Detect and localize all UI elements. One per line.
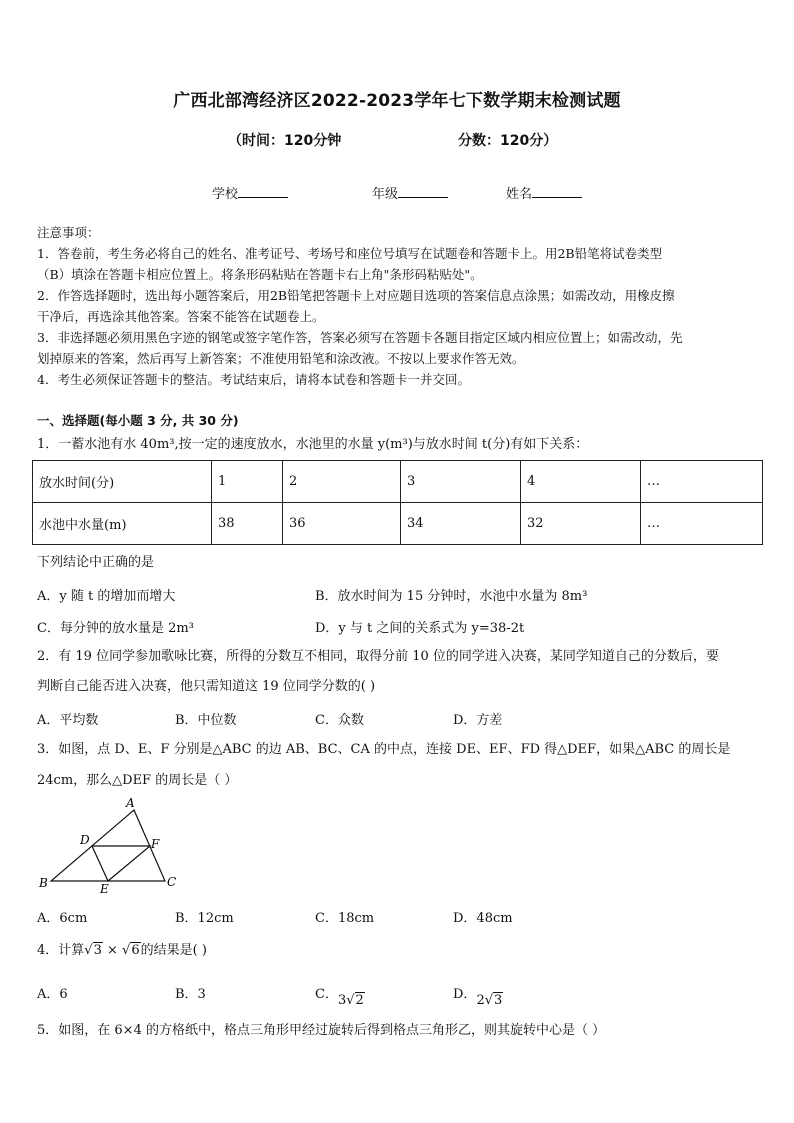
q1-option-b: B．放水时间为 15 分钟时，水池中水量为 8m³ (315, 589, 588, 604)
coef: 3 (337, 993, 347, 1008)
table-cell: 1 (212, 461, 283, 503)
q3-option-b: B．12cm (175, 911, 234, 926)
q4-option-c (315, 983, 365, 1008)
option-letter: C． (315, 987, 338, 1002)
notice-line: 干净后，再选涂其他答案。答案不能答在试题卷上。 (37, 309, 325, 324)
notice-block (37, 222, 759, 390)
label-f: F (151, 837, 160, 851)
grade-label: 年级 (372, 187, 399, 202)
table-cell: 3 (401, 461, 521, 503)
notice-line: 1．答卷前，考生务必将自己的姓名、准考证号、考场号和座位号填写在试题卷和答题卡上。用2B铅笔将试卷类型 (37, 246, 663, 261)
table-cell: 34 (401, 503, 521, 545)
school-label: 学校 (212, 187, 239, 202)
table-cell: 4 (521, 461, 641, 503)
radicand: 2 (355, 993, 364, 1008)
q3-option-a: A．6cm (37, 911, 88, 926)
q5-line1: 5．如图，在 6×4 的方格纸中，格点三角形甲经过旋转后得到格点三角形乙，则其旋转中心是（ ） (37, 1023, 606, 1038)
section-heading: 一、选择题(每小题 3 分, 共 30 分) (37, 413, 239, 428)
q4-option-b: B．3 (175, 987, 206, 1002)
radicand: 3 (494, 993, 503, 1008)
sqrt-3: √3 (484, 993, 503, 1008)
option-letter: D． (453, 987, 477, 1002)
times-sign: × (107, 943, 118, 958)
label-c: C (167, 875, 177, 889)
q4-option-a: A．6 (37, 987, 68, 1002)
school-blank (238, 185, 288, 198)
table-cell: 放水时间(分) (33, 461, 212, 503)
q4-stem (37, 940, 759, 961)
q2-line1: 2．有 19 位同学参加歌咏比赛，所得的分数互不相同，取得分前 10 位的同学进入决赛，某同学知道自己的分数后，要 (37, 649, 719, 664)
q1-prompt: 下列结论中正确的是 (37, 555, 155, 570)
q1-option-d: D．y 与 t 之间的关系式为 y=38-2t (315, 621, 525, 636)
notice-line: 4．考生必须保证答题卡的整洁。考试结束后，请将本试卷和答题卡一并交回。 (37, 372, 470, 387)
sqrt-6: √6 (122, 943, 140, 958)
radicand: 3 (93, 943, 102, 958)
table-row (33, 503, 763, 545)
q1-option-a: A．y 随 t 的增加而增大 (37, 589, 176, 604)
q3-line1: 3．如图，点 D、E、F 分别是△ABC 的边 AB、BC、CA 的中点，连接 DE、EF、FD 得△DEF，如果△ABC 的周长是 (37, 742, 731, 757)
table-cell: 32 (521, 503, 641, 545)
page-title: 广西北部湾经济区2022-2023学年七下数学期末检测试题 (173, 91, 621, 111)
sqrt-3: √3 (84, 943, 102, 958)
q2-option-a: A．平均数 (37, 713, 99, 728)
notice-line: 3．非选择题必须用黑色字迹的钢笔或签字笔作答，答案必须写在答题卡各题目指定区域内相应位置上；如需改动，先 (37, 330, 683, 345)
q3-line2: 24cm，那么△DEF 的周长是（ ） (37, 773, 238, 788)
table-cell: 水池中水量(m) (33, 503, 212, 545)
table-cell: … (641, 503, 763, 545)
radicand: 6 (131, 943, 140, 958)
label-d: D (80, 833, 90, 847)
label-e: E (100, 882, 109, 894)
table-cell: 36 (283, 503, 401, 545)
grade-field (372, 183, 448, 202)
option-value (476, 993, 503, 1008)
option-value (338, 993, 365, 1008)
name-field (506, 183, 582, 202)
notice-line: 2．作答选择题时，选出每小题答案后，用2B铅笔把答题卡上对应题目选项的答案信息点涂黑；如需改动，用橡皮擦 (37, 288, 675, 303)
q4-option-d (453, 983, 503, 1008)
table-cell: 38 (212, 503, 283, 545)
triangle-def (92, 846, 150, 881)
q3-option-d: D．48cm (453, 911, 513, 926)
table-row (33, 461, 763, 503)
coef: 2 (476, 993, 485, 1008)
exam-score: 分数：120分） (458, 133, 558, 149)
q2-option-b: B．中位数 (175, 713, 237, 728)
name-label: 姓名 (506, 187, 533, 202)
notice-heading: 注意事项： (37, 225, 100, 240)
q3-option-c: C．18cm (315, 911, 375, 926)
label-b: B (39, 876, 48, 890)
exam-time: （时间：120分钟 (228, 133, 342, 149)
label-a: A (126, 796, 135, 810)
q1-option-c: C．每分钟的放水量是 2m³ (37, 621, 194, 636)
name-blank (532, 185, 582, 198)
q1-table (32, 460, 763, 545)
table-cell: 2 (283, 461, 401, 503)
q4-prefix: 4．计算 (37, 943, 85, 958)
grade-blank (398, 185, 448, 198)
q4-suffix: 的结果是( ) (140, 943, 207, 958)
school-field (212, 183, 288, 202)
q2-option-d: D．方差 (453, 713, 503, 728)
notice-line: （B）填涂在答题卡相应位置上。将条形码粘贴在答题卡右上角"条形码粘贴处"。 (37, 267, 483, 282)
q1-stem: 1．一蓄水池有水 40m³,按一定的速度放水，水池里的水量 y(m³)与放水时间 t(分)有如下关系： (37, 437, 589, 452)
q2-option-c: C．众数 (315, 713, 364, 728)
table-cell: … (641, 461, 763, 503)
q2-line2: 判断自己能否进入决赛，他只需知道这 19 位同学分数的( ) (37, 679, 376, 694)
triangle-figure (34, 794, 184, 894)
notice-line: 划掉原来的答案，然后再写上新答案；不准使用铅笔和涂改液。不按以上要求作答无效。 (37, 351, 525, 366)
sqrt-2: √2 (346, 993, 364, 1008)
